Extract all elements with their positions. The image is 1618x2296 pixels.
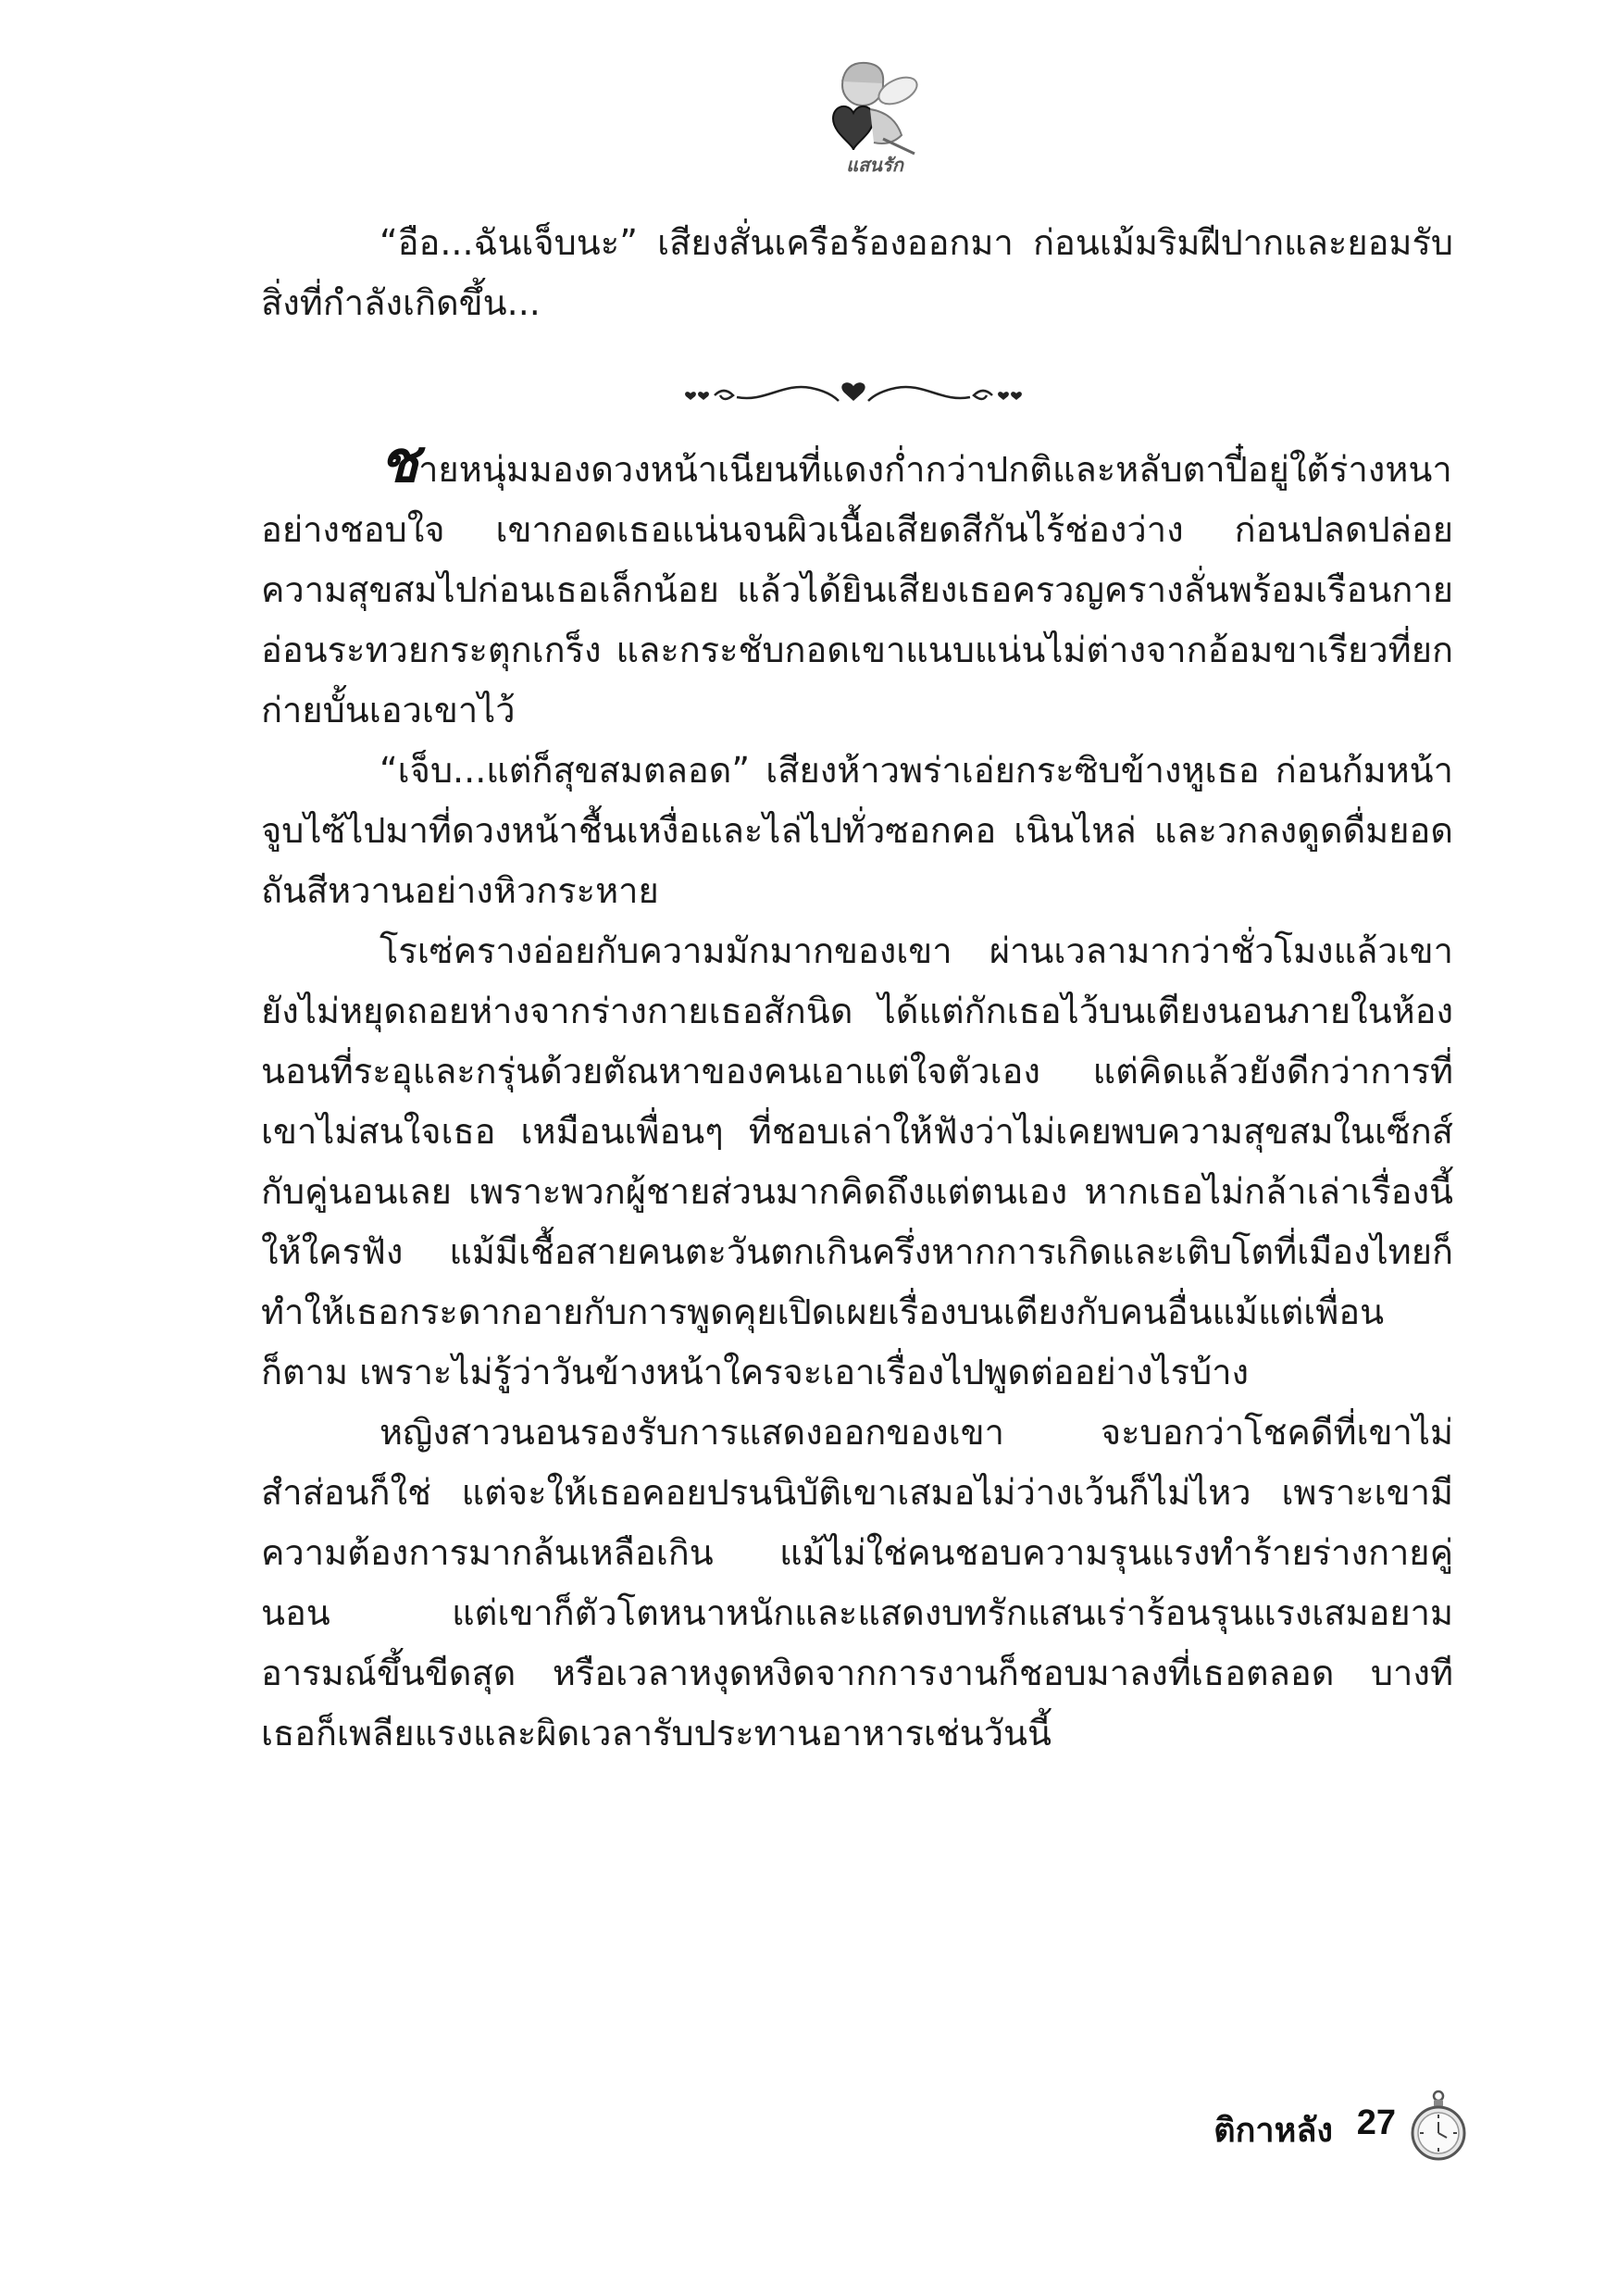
opening-text bbox=[261, 213, 1453, 333]
cupid-heart-icon bbox=[805, 54, 944, 165]
header-logo bbox=[805, 54, 944, 183]
page-footer bbox=[1139, 2089, 1472, 2163]
heart-swirl-divider-icon bbox=[681, 375, 1026, 412]
paragraph: “อือ...ฉันเจ็บนะ” เสียงสั่นเครือร้องออกมา ก่อนเม้มริมฝีปากและยอมรับสิ่งที่กำลังเกิดขึ้น... bbox=[261, 222, 1453, 323]
paragraph: หญิงสาวนอนรองรับการแสดงออกของเขา จะบอกว่าโชคดีที่เขาไม่สำส่อนก็ใช่ แต่จะให้เธอคอยปรนนิบัติเขาเสมอไม่ว่างเว้นก็ไม่ไหว เพราะเขามีความต้องการมากล้นเหลือเกิน แม้ไม่ใช่คนชอบความรุนแรงทำร้ายร่างกายคู่นอน แต่เขาก็ตัวโตหนาหนักและแสดงบทรักแสนเร่าร้อนรุนแรงเสมอยามอารมณ์ขึ้นขีดสุด หรือเวลาหงุดหงิดจากการงานก็ชอบมาลงที่เธอตลอด บางทีเธอก็เพลียแรงและผิดเวลารับประทานอาหารเช่นวันนี้ bbox=[261, 1412, 1453, 1753]
paragraph: “เจ็บ...แต่ก็สุขสมตลอด” เสียงห้าวพร่าเอ่ยกระซิบข้างหูเธอ ก่อนก้มหน้าจูบไซ้ไปมาที่ดวงหน้าชื้นเหงื่อและไล่ไปทั่วซอกคอ เนินไหล่ และวกลงดูดดื่มยอดถันสีหวานอย่างหิวกระหาย bbox=[261, 750, 1453, 911]
paragraph-with-dropcap bbox=[261, 428, 1453, 741]
drop-cap: ช bbox=[380, 428, 419, 495]
book-title: ติกาหลัง bbox=[1214, 2112, 1333, 2150]
paragraph-text: ายหนุ่มมองดวงหน้าเนียนที่แดงก่ำกว่าปกติและหลับตาปี๋อยู่ใต้ร่างหนาอย่างชอบใจ เขากอดเธอแน่นจนผิวเนื้อเสียดสีกันไร้ช่องว่าง ก่อนปลดปล่อยความสุขสมไปก่อนเธอเล็กน้อย แล้วได้ยินเสียงเธอครวญครางลั่นพร้อมเรือนกายอ่อนระทวยกระตุกเกร็ง และกระชับกอดเขาแนบแน่นไม่ต่างจากอ้อมขาเรียวที่ยกก่ายบั้นเอวเขาไว้ bbox=[261, 449, 1453, 730]
logo-caption: แสนรัก bbox=[846, 154, 903, 176]
paragraph: โรเซ่ครางอ่อยกับความมักมากของเขา ผ่านเวลามากว่าชั่วโมงแล้วเขายังไม่หยุดถอยห่างจากร่างกายเธอสักนิด ได้แต่กักเธอไว้บนเตียงนอนภายในห้องนอนที่ระอุและกรุ่นด้วยตัณหาของคนเอาแต่ใจตัวเอง แต่คิดแล้วยังดีกว่าการที่เขาไม่สนใจเธอ เหมือนเพื่อนๆ ที่ชอบเล่าให้ฟังว่าไม่เคยพบความสุขสมในเซ็กส์กับคู่นอนเลย เพราะพวกผู้ชายส่วนมากคิดถึงแต่ตนเอง หากเธอไม่กล้าเล่าเรื่องนี้ให้ใครฟัง แม้มีเชื้อสายคนตะวันตกเกินครึ่งหากการเกิดและเติบโตที่เมืองไทยก็ทำให้เธอกระดากอายกับการพูดคุยเปิดเผยเรื่องบนเตียงกับคนอื่นแม้แต่เพื่อนก็ตาม เพราะไม่รู้ว่าวันข้างหน้าใครจะเอาเรื่องไปพูดต่ออย่างไรบ้าง bbox=[261, 930, 1453, 1392]
main-text bbox=[261, 428, 1453, 1764]
pocket-watch-icon bbox=[1405, 2089, 1472, 2163]
page-number: 27 bbox=[1356, 2103, 1396, 2142]
